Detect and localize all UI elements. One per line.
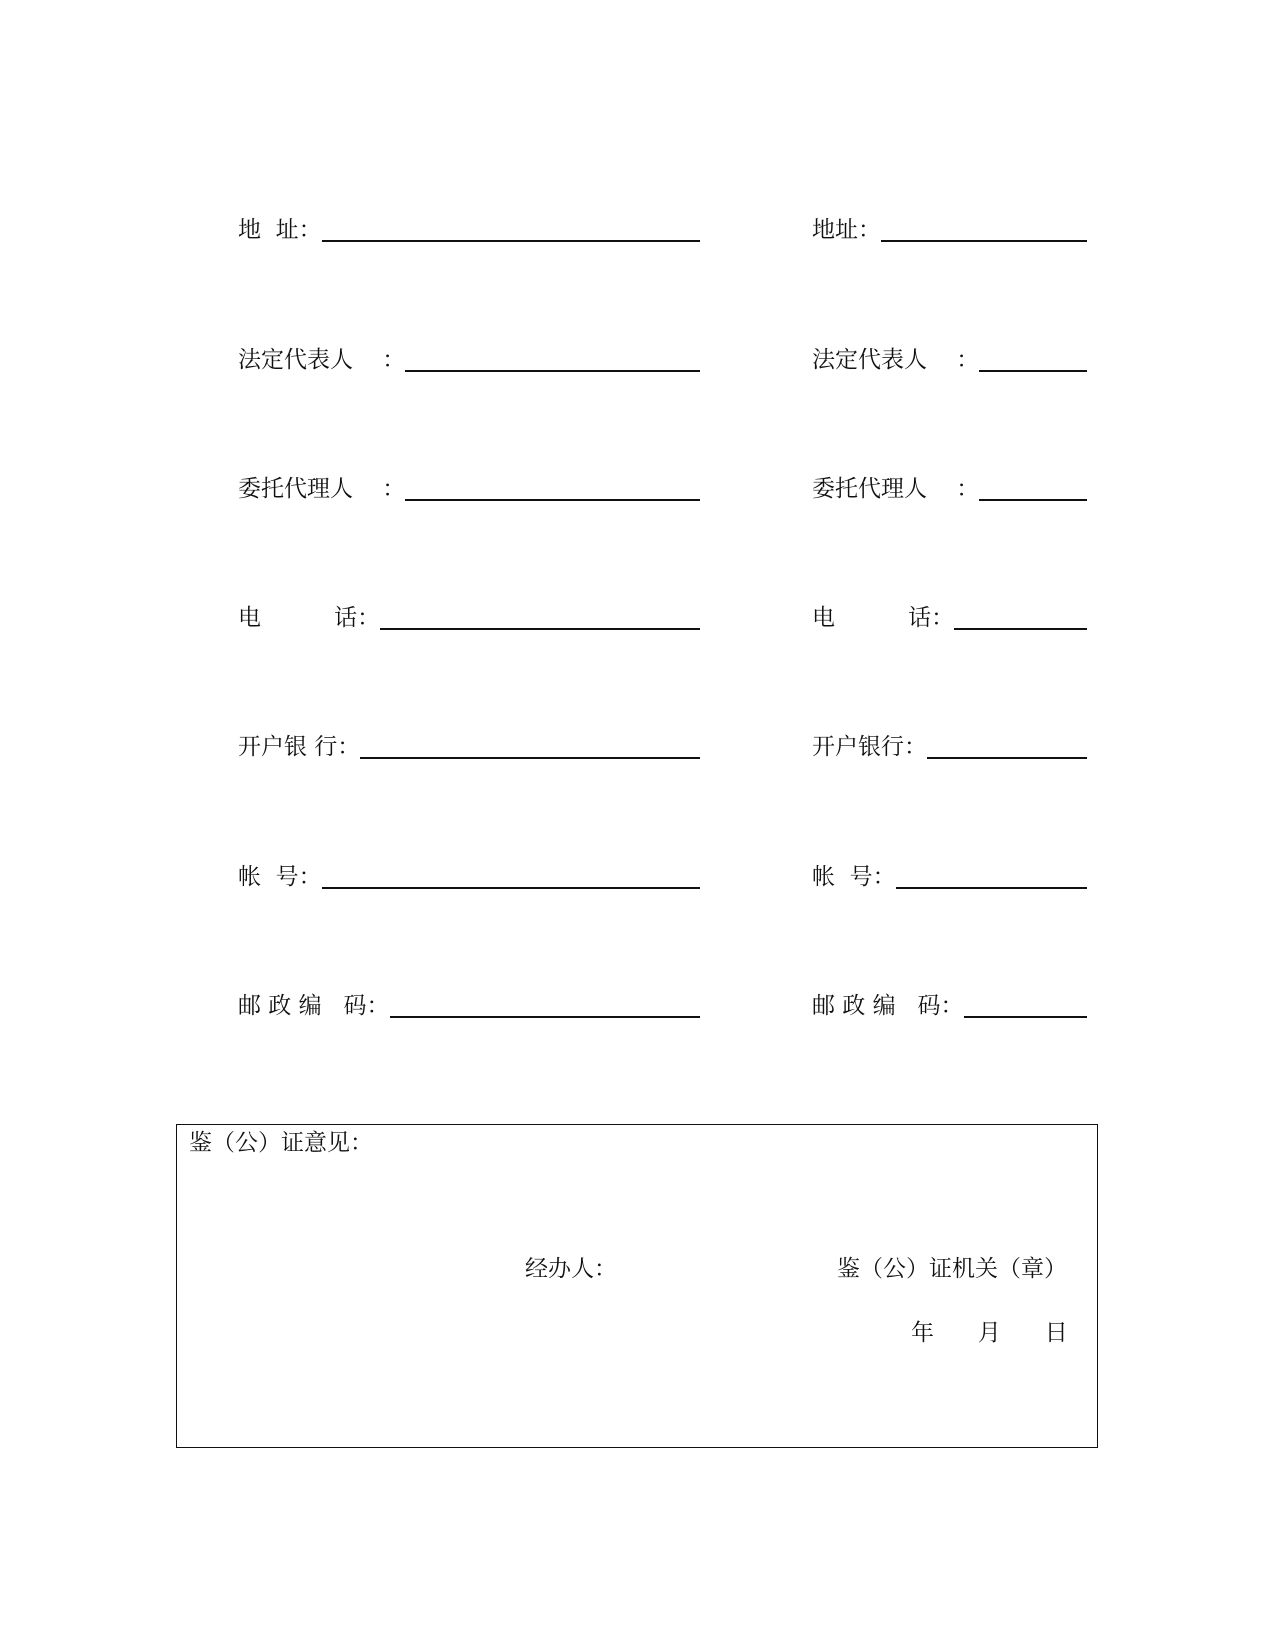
right-address-label: 地址：	[812, 217, 881, 243]
left-legal-rep-label: 法定代表人 ：	[238, 347, 406, 373]
notary-handler-label: 经办人：	[525, 1256, 617, 1282]
right-agent-label: 委托代理人 ：	[812, 476, 980, 502]
left-address-input-line[interactable]	[322, 240, 700, 242]
right-phone-input-line[interactable]	[954, 628, 1087, 630]
left-account-input-line[interactable]	[322, 887, 700, 889]
right-postcode-input-line[interactable]	[964, 1016, 1087, 1018]
left-phone-field[interactable]	[238, 594, 700, 634]
left-postcode-input-line[interactable]	[390, 1016, 700, 1018]
right-phone-label: 电 话：	[812, 605, 955, 631]
right-bank-label: 开户银行：	[812, 734, 927, 760]
right-legal-rep-label: 法定代表人 ：	[812, 347, 980, 373]
left-bank-label: 开户银 行：	[238, 734, 361, 760]
right-phone-field[interactable]	[812, 594, 1087, 634]
right-agent-field[interactable]	[812, 465, 1087, 505]
right-legal-rep-input-line[interactable]	[979, 370, 1087, 372]
left-legal-rep-field[interactable]	[238, 336, 700, 376]
right-account-field[interactable]	[812, 853, 1087, 893]
left-agent-field[interactable]	[238, 465, 700, 505]
right-agent-input-line[interactable]	[979, 499, 1087, 501]
left-agent-input-line[interactable]	[405, 499, 700, 501]
right-address-input-line[interactable]	[881, 240, 1087, 242]
left-agent-label: 委托代理人 ：	[238, 476, 406, 502]
right-account-input-line[interactable]	[896, 887, 1087, 889]
left-phone-label: 电 话：	[238, 605, 381, 631]
left-postcode-field[interactable]	[238, 982, 700, 1022]
left-bank-input-line[interactable]	[360, 757, 700, 759]
left-legal-rep-input-line[interactable]	[405, 370, 700, 372]
notary-opinion-label: 鉴（公）证意见：	[189, 1130, 373, 1156]
right-bank-field[interactable]	[812, 723, 1087, 763]
notary-opinion-box	[176, 1124, 1098, 1448]
left-phone-input-line[interactable]	[380, 628, 700, 630]
right-account-label: 帐 号：	[812, 864, 896, 890]
right-postcode-label: 邮 政 编 码：	[812, 993, 964, 1019]
left-bank-field[interactable]	[238, 723, 700, 763]
notary-authority-label: 鉴（公）证机关（章）	[837, 1256, 1067, 1282]
right-bank-input-line[interactable]	[927, 757, 1087, 759]
notary-date-label: 年 月 日	[911, 1320, 1068, 1346]
right-postcode-field[interactable]	[812, 982, 1087, 1022]
left-address-field[interactable]	[238, 206, 700, 246]
left-account-label: 帐 号：	[238, 864, 322, 890]
left-address-label: 地 址：	[238, 217, 322, 243]
left-account-field[interactable]	[238, 853, 700, 893]
left-postcode-label: 邮 政 编 码：	[238, 993, 390, 1019]
right-legal-rep-field[interactable]	[812, 336, 1087, 376]
right-address-field[interactable]	[812, 206, 1087, 246]
